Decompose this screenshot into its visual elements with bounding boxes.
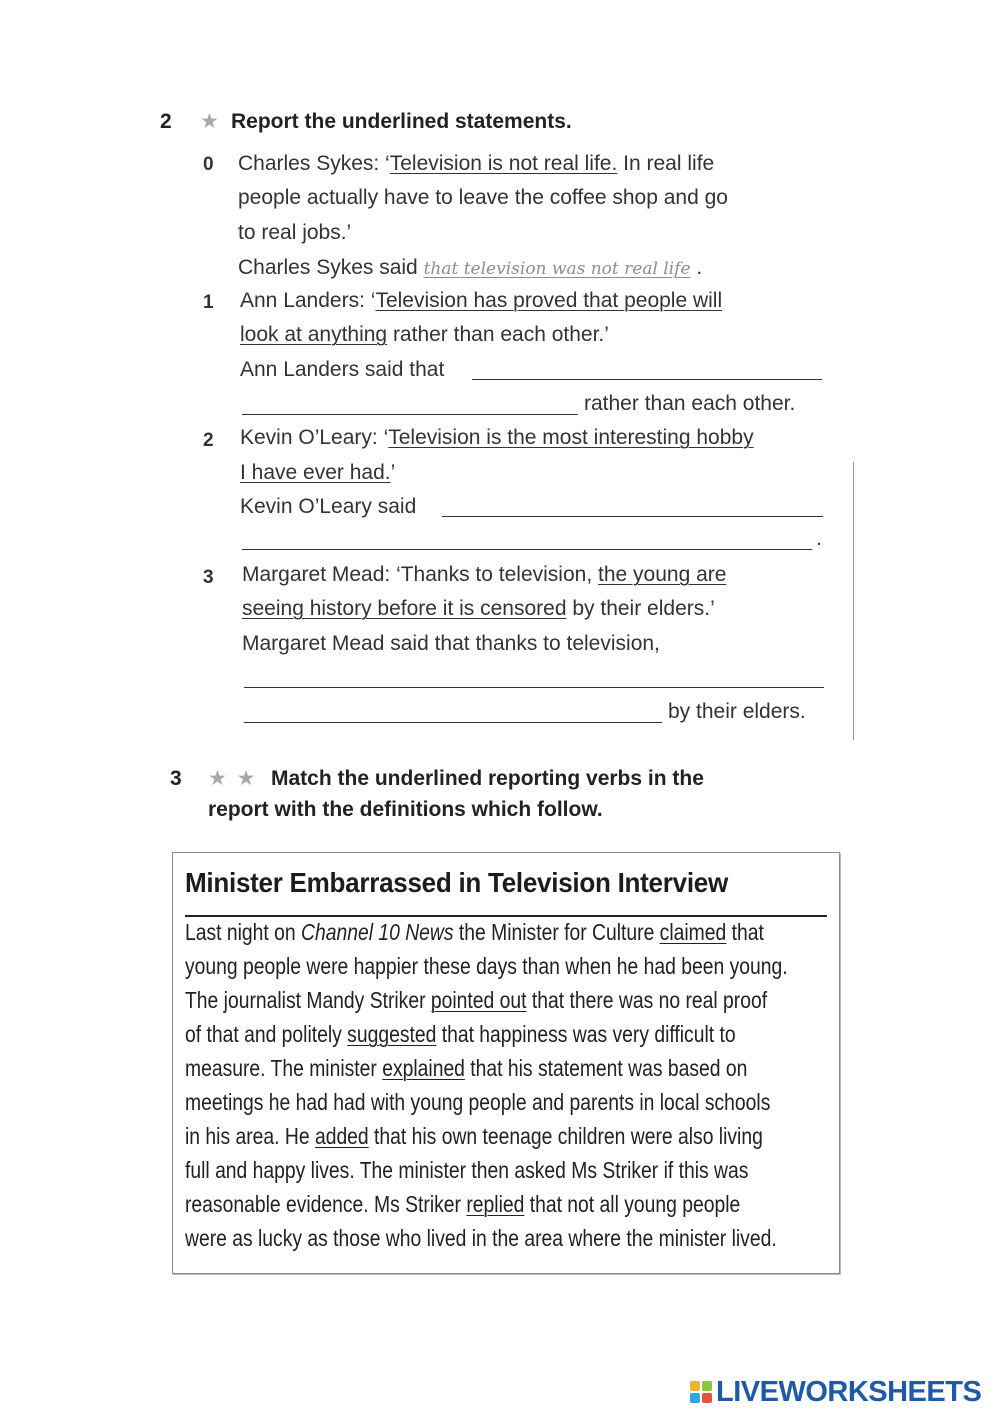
item-2-number: 2 [203, 430, 214, 451]
item-3-answer-blank-1[interactable] [244, 686, 824, 688]
item-3-quote-line-1: Margaret Mead: ‘Thanks to television, the young are [242, 563, 727, 586]
logo-square [702, 1393, 712, 1403]
report-line: reasonable evidence. Ms Striker replied that not all young people [185, 1191, 741, 1217]
exercise-3-heading-line-2: report with the definitions which follow. [208, 798, 603, 821]
reporting-verb-claimed: claimed [659, 919, 727, 945]
item-2-answer-blank-1[interactable] [442, 515, 823, 517]
item-1-quote-line-1: Ann Landers: ‘Television has proved that people will [240, 289, 723, 312]
page-edge-line [853, 462, 854, 740]
item-2-prompt: Kevin O’Leary said [240, 495, 417, 518]
item-1-quote-line-2: look at anything rather than each other.’ [240, 323, 609, 346]
item-1-number: 1 [203, 292, 214, 313]
report-line: Last night on Channel 10 News the Minister for Culture claimed that [185, 919, 764, 945]
exercise-3-heading-line-1: Match the underlined reporting verbs in the [271, 767, 704, 790]
item-0-example-answer-line: Charles Sykes said that television was not real life . [238, 256, 703, 279]
logo-square [690, 1381, 700, 1391]
item-0-quote-line-1: Charles Sykes: ‘Television is not real life. In real life [238, 152, 715, 175]
item-0-number: 0 [203, 154, 214, 175]
logo-square [690, 1393, 700, 1403]
report-title: Minister Embarrassed in Television Interview [185, 867, 728, 898]
item-2-answer-blank-2[interactable] [242, 548, 812, 550]
item-1-answer-blank-1[interactable] [472, 378, 822, 380]
report-line: meetings he had had with young people and parents in local schools [185, 1089, 771, 1115]
item-3-prompt-ending: by their elders. [668, 700, 806, 723]
item-0-underlined-statement: Television is not real life. [389, 152, 618, 175]
item-1-prompt: Ann Landers said that [240, 358, 445, 381]
report-line: The journalist Mandy Striker pointed out that there was no real proof [185, 987, 768, 1013]
item-0-quote-line-2: people actually have to leave the coffee shop and go [238, 186, 728, 209]
item-1-answer-blank-2[interactable] [242, 413, 578, 415]
reporting-verb-pointed-out: pointed out [430, 987, 527, 1013]
report-line: in his area. He added that his own teenage children were also living [185, 1123, 763, 1149]
report-line: measure. The minister explained that his statement was based on [185, 1055, 748, 1081]
liveworksheets-logo-icon [690, 1381, 712, 1403]
exercise-2-heading: Report the underlined statements. [231, 110, 572, 133]
item-3-quote-line-2: seeing history before it is censored by their elders.’ [242, 597, 715, 620]
liveworksheets-logo [690, 1376, 981, 1408]
item-3-number: 3 [203, 567, 214, 588]
item-0-quote-line-3: to real jobs.’ [238, 221, 352, 244]
reporting-verb-suggested: suggested [347, 1021, 437, 1047]
item-1-prompt-ending: rather than each other. [584, 392, 796, 415]
exercise-3-number: 3 [170, 767, 182, 790]
reporting-verb-replied: replied [466, 1191, 525, 1217]
item-0-example-answer: that television was not real life [423, 259, 691, 279]
item-2-quote-line-1: Kevin O’Leary: ‘Television is the most interesting hobby [240, 426, 754, 449]
logo-square [702, 1381, 712, 1391]
news-report-box [172, 852, 840, 1274]
logo-text: LIVEWORKSHEETS [716, 1375, 982, 1408]
report-line: of that and politely suggested that happiness was very difficult to [185, 1021, 736, 1047]
reporting-verb-explained: explained [382, 1055, 465, 1081]
difficulty-star-icon: ★ [200, 110, 221, 133]
report-line: full and happy lives. The minister then asked Ms Striker if this was [185, 1157, 749, 1183]
item-2-full-stop: . [816, 527, 822, 550]
item-3-answer-blank-2[interactable] [244, 721, 662, 723]
item-2-quote-line-2: I have ever had.’ [240, 461, 396, 484]
item-3-prompt: Margaret Mead said that thanks to television, [242, 632, 660, 655]
report-line: were as lucky as those who lived in the area where the minister lived. [185, 1225, 777, 1251]
difficulty-stars-icon: ★ ★ [208, 767, 258, 790]
reporting-verb-added: added [314, 1123, 369, 1149]
report-line: young people were happier these days than when he had been young. [185, 953, 788, 979]
title-rule [185, 915, 827, 917]
exercise-2-number: 2 [160, 110, 172, 133]
